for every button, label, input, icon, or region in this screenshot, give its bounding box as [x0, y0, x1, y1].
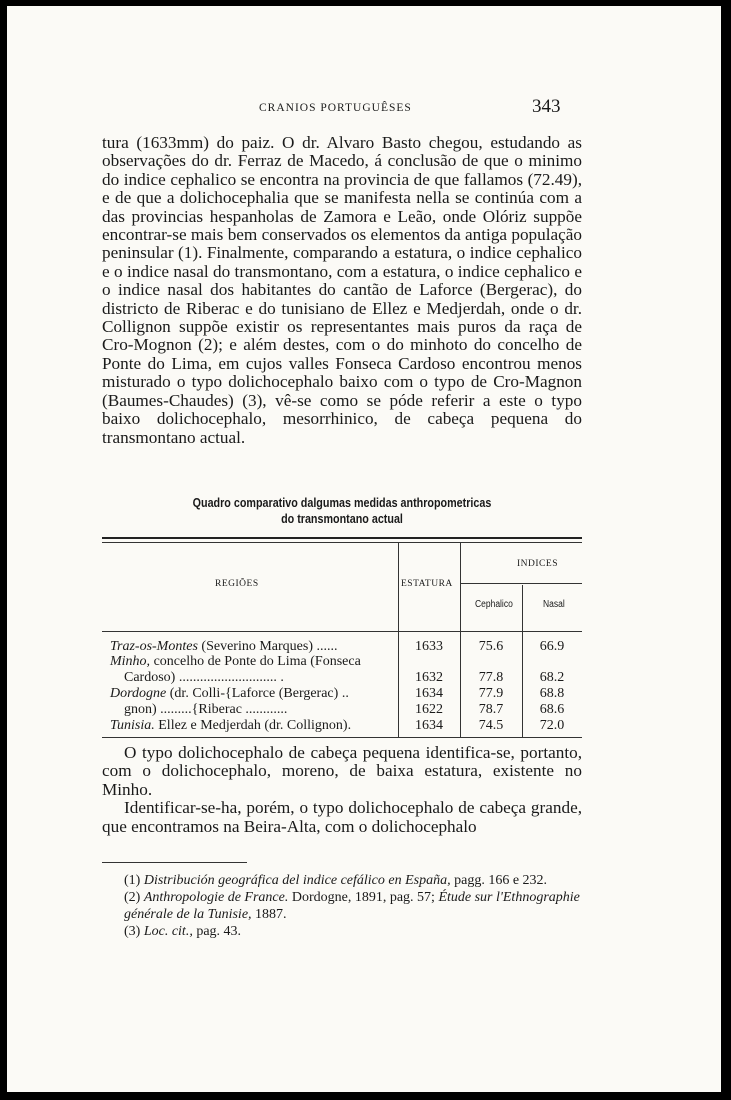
footnote-1: (1) Distribución geográfica del indice cefálico en España, pagg. 166 e 232.: [124, 873, 548, 888]
header-stature: ESTATURA: [401, 579, 453, 589]
footnote-rule: [102, 862, 247, 863]
cell-nasal: 72.0: [539, 718, 565, 733]
cell-cephalic: 74.5: [478, 718, 504, 733]
region-text: Cardoso) ............................ .: [110, 670, 284, 685]
body-divider-2: [460, 631, 461, 737]
header-divider-3: [522, 585, 523, 631]
header-divider-2: [460, 543, 461, 631]
running-title: CRANIOS PORTUGUÊSES: [259, 102, 412, 114]
paragraph: tura (1633mm) do paiz. O dr. Alvaro Basto chegou, estudando as observações do dr. Ferraz de Macedo, á conclusão de que o minimo do indice cephalico se encontra na provincia de que fallamos (72.49), e de que a dolichocephalia que se manifesta nella se continúa com a das provincias hespanholas de Zamora e Leão, onde Olóriz suppõe encontrar-se mais bem conservados os elementos da antiga população peninsular (1). Finalmente, comparando a estatura, o indice cephalico e o indice nasal do transmontano, com a estatura, o indice cephalico e o indice nasal dos habitantes do cantão de Laforce (Bergerac), do districto de Riberac e do tunisiano de Ellez e Medjerdah, onde o dr. Collignon suppõe existir os representantes mais puros da raça de Cro-Mognon (2); e além destes, com o do minhoto do concelho de Ponte do Lima, em cujos valles Fonseca Cardoso encontrou menos misturado o typo dolichocephalo baixo com o typo de Cro-Magnon (Baumes-Chaudes) (3), vê-se como se póde referir a este o typo baixo dolichocephalo, mesorrhinico, de cabeça pequena do transmontano actual.: [102, 133, 582, 447]
cell-stature: 1632: [415, 670, 443, 685]
header-nasal: Nasal: [543, 599, 565, 610]
cell-nasal: 66.9: [539, 639, 565, 654]
header-divider-1: [398, 543, 399, 631]
paragraph: O typo dolichocephalo de cabeça pequena identifica-se, portanto, com o dolichocephalo, moreno, de baixa estatura, existente no Minho.: [102, 743, 582, 799]
header-regions: REGIÕES: [215, 579, 259, 589]
region-italic: Dordogne: [110, 686, 167, 701]
footnote-3: (3) Loc. cit., pag. 43.: [124, 924, 242, 939]
cell-stature: 1622: [415, 702, 443, 717]
body-divider-1: [398, 631, 399, 737]
anthropometric-table: [102, 537, 582, 749]
cell-cephalic: 75.6: [478, 639, 504, 654]
page-header: [7, 98, 721, 122]
header-indices: INDICES: [517, 559, 558, 569]
cell-nasal: 68.2: [539, 670, 565, 685]
paragraph: Identificar-se-ha, porém, o typo dolichocephalo de cabeça grande, que encontramos na Beira-Alta, com o dolichocephalo: [102, 798, 582, 836]
region-text: Ellez e Medjerdah (dr. Collignon).: [154, 718, 352, 733]
region-text: concelho de Ponte do Lima (Fonseca: [150, 654, 361, 669]
cell-stature: 1633: [415, 639, 443, 654]
footnotes: [102, 872, 582, 940]
caption-line-2: do transmontano actual: [281, 512, 403, 526]
book-page: [7, 6, 721, 1092]
body-text: [102, 134, 582, 447]
table-top-rule: [102, 537, 582, 539]
region-italic: Tunisia.: [110, 718, 155, 733]
region-text: (Severino Marques) ......: [197, 639, 338, 654]
cell-cephalic: 78.7: [478, 702, 504, 717]
table-top-rule-2: [102, 542, 582, 543]
caption-line-1: Quadro comparativo dalgumas medidas anthropometricas: [192, 496, 492, 510]
body-text-after-table: [102, 744, 582, 836]
header-cephalic: Cephalico: [475, 599, 513, 610]
header-bottom-rule: [102, 631, 582, 632]
indices-underline: [460, 583, 582, 584]
region-text: (dr. Colli-{Laforce (Bergerac) ..: [166, 686, 349, 701]
region-text: gnon) .........{Riberac ............: [110, 702, 288, 717]
cell-nasal: 68.6: [539, 702, 565, 717]
page-number: 343: [532, 96, 561, 117]
cell-nasal: 68.8: [539, 686, 565, 701]
cell-cephalic: 77.9: [478, 686, 504, 701]
region-italic: Minho,: [110, 654, 151, 669]
table-caption: [136, 495, 549, 527]
region-italic: Traz-os-Montes: [110, 639, 198, 654]
table-bottom-rule: [102, 737, 582, 738]
cell-stature: 1634: [415, 718, 443, 733]
body-divider-3: [522, 631, 523, 737]
cell-stature: 1634: [415, 686, 443, 701]
footnote-2: (2) Anthropologie de France. Dordogne, 1891, pag. 57; Étude sur l'Ethnographie générale de la Tunisie, 1887.: [124, 890, 580, 922]
cell-cephalic: 77.8: [478, 670, 504, 685]
